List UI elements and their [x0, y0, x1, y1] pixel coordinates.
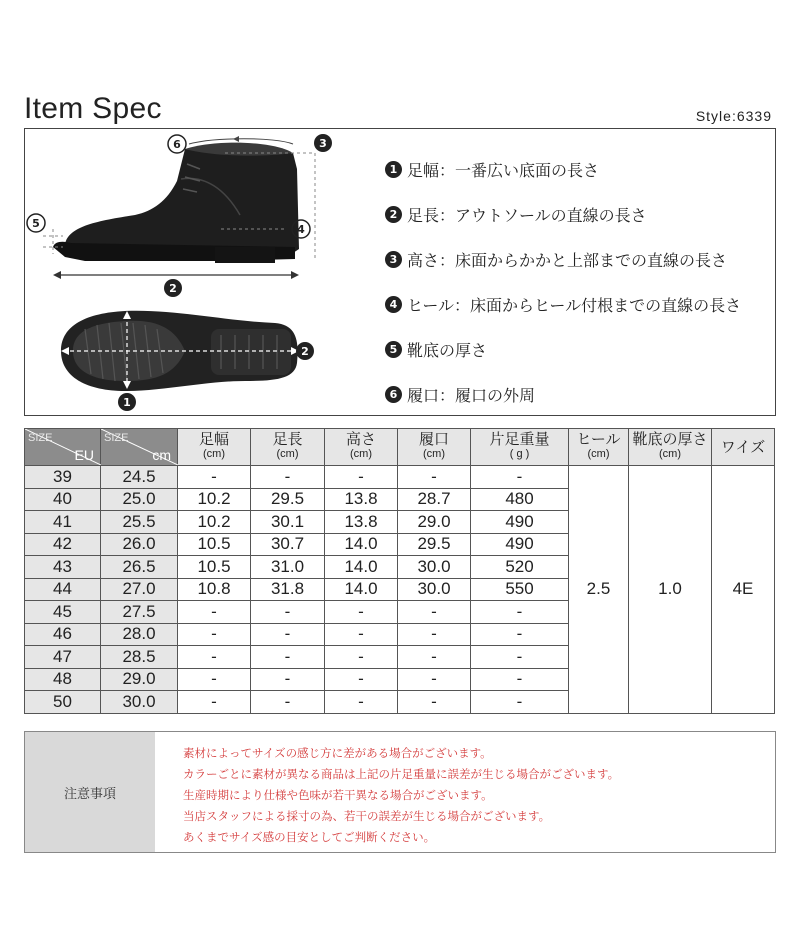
measurement-cell: 29.5 [251, 488, 325, 511]
legend-item [385, 192, 741, 237]
measurement-cell: - [251, 668, 325, 691]
marker-3: 3 [319, 137, 327, 150]
size-label: SIZE [104, 432, 129, 444]
measurement-cell: - [471, 601, 569, 624]
measurement-cell: 13.8 [325, 511, 398, 534]
measurement-cell: 10.2 [178, 488, 251, 511]
measurement-cell: 490 [471, 533, 569, 556]
eu-size-cell: 46 [25, 623, 101, 646]
legend-item [385, 147, 741, 192]
measurement-cell: 29.0 [398, 511, 471, 534]
marker-2-sole: 2 [301, 345, 309, 358]
measurement-cell: - [251, 466, 325, 489]
measurement-cell: - [325, 646, 398, 669]
measurement-cell: 10.8 [178, 578, 251, 601]
measurement-cell: - [471, 668, 569, 691]
measurement-cell: 13.8 [325, 488, 398, 511]
measurement-cell: - [178, 623, 251, 646]
table-row [25, 466, 775, 489]
measurement-cell: 10.5 [178, 533, 251, 556]
measurement-cell: - [471, 646, 569, 669]
marker-2-side: 2 [169, 282, 177, 295]
col-header-wise: ワイズ [712, 429, 775, 466]
legend-number: 4 [385, 296, 402, 313]
measurement-cell: 14.0 [325, 578, 398, 601]
col-header-width: 足幅 (cm) [178, 429, 251, 466]
measurement-cell: - [178, 691, 251, 714]
legend-text: ヒール：床面からヒール付根までの直線の長さ [407, 296, 742, 315]
measurement-cell: 30.7 [251, 533, 325, 556]
measurement-cell: - [398, 646, 471, 669]
legend-text: 履口：履口の外周 [407, 386, 536, 405]
measurement-cell: 550 [471, 578, 569, 601]
cm-label: cm [152, 447, 171, 463]
legend-text: 足長：アウトソールの直線の長さ [407, 206, 647, 225]
measurement-cell: - [178, 668, 251, 691]
style-number: Style:6339 [695, 108, 772, 124]
cm-size-cell: 27.5 [101, 601, 178, 624]
measurement-cell: 10.5 [178, 556, 251, 579]
measurement-cell: - [178, 466, 251, 489]
cm-size-cell: 27.0 [101, 578, 178, 601]
measurement-cell: - [325, 691, 398, 714]
cm-size-cell: 30.0 [101, 691, 178, 714]
measurement-cell: - [398, 691, 471, 714]
legend-number: 6 [385, 386, 402, 403]
spec-diagram-box [24, 128, 776, 416]
measurement-legend [385, 147, 741, 417]
eu-size-cell: 48 [25, 668, 101, 691]
note-line: 素材によってサイズの感じ方に差がある場合がございます。 [183, 746, 492, 760]
legend-item [385, 282, 741, 327]
measurement-cell: - [251, 646, 325, 669]
note-line: あくまでサイズ感の目安としてご判断ください。 [183, 830, 436, 844]
measurement-cell: 31.8 [251, 578, 325, 601]
col-header-weight: 片足重量 ( g ) [471, 429, 569, 466]
measurement-cell: 29.5 [398, 533, 471, 556]
legend-text: 足幅：一番広い底面の長さ [407, 161, 600, 180]
size-eu-header [25, 429, 101, 466]
cm-size-cell: 26.0 [101, 533, 178, 556]
measurement-cell: - [398, 623, 471, 646]
cm-size-cell: 25.0 [101, 488, 178, 511]
measurement-cell: - [251, 623, 325, 646]
legend-number: 3 [385, 251, 402, 268]
eu-size-cell: 47 [25, 646, 101, 669]
measurement-cell: - [178, 601, 251, 624]
eu-size-cell: 39 [25, 466, 101, 489]
measurement-cell: 31.0 [251, 556, 325, 579]
heel-cell: 2.5 [569, 466, 629, 714]
legend-number: 5 [385, 341, 402, 358]
page-title: Item Spec [24, 92, 162, 125]
eu-size-cell: 42 [25, 533, 101, 556]
size-table [24, 428, 775, 714]
legend-item [385, 327, 741, 372]
note-line: 生産時期により仕様や色味が若干異なる場合がございます。 [183, 788, 493, 802]
boot-side-view [53, 143, 299, 263]
measurement-cell: 480 [471, 488, 569, 511]
legend-text: 靴底の厚さ [407, 341, 488, 360]
eu-size-cell: 40 [25, 488, 101, 511]
eu-size-cell: 44 [25, 578, 101, 601]
measurement-cell: - [251, 601, 325, 624]
legend-number: 1 [385, 161, 402, 178]
measurement-cell: - [325, 668, 398, 691]
note-line: カラーごとに素材が異なる商品は上記の片足重量に誤差が生じる場合がございます。 [183, 767, 620, 781]
measurement-cell: - [251, 691, 325, 714]
col-header-sole: 靴底の厚さ (cm) [629, 429, 712, 466]
table-header-row [25, 429, 775, 466]
eu-size-cell: 50 [25, 691, 101, 714]
measurement-cell: - [471, 466, 569, 489]
measurement-cell: 28.7 [398, 488, 471, 511]
wise-cell: 4E [712, 466, 775, 714]
size-label: SIZE [28, 432, 53, 444]
eu-size-cell: 41 [25, 511, 101, 534]
measurement-cell: - [471, 623, 569, 646]
col-header-heel: ヒール (cm) [569, 429, 629, 466]
measurement-cell: - [471, 691, 569, 714]
cm-size-cell: 28.5 [101, 646, 178, 669]
cm-size-cell: 28.0 [101, 623, 178, 646]
col-header-opening: 履口 (cm) [398, 429, 471, 466]
measurement-cell: - [178, 646, 251, 669]
legend-item [385, 237, 741, 282]
cm-size-cell: 25.5 [101, 511, 178, 534]
marker-4: 4 [297, 223, 305, 236]
col-header-length: 足長 (cm) [251, 429, 325, 466]
measurement-cell: 30.0 [398, 556, 471, 579]
size-cm-header [101, 429, 178, 466]
legend-number: 2 [385, 206, 402, 223]
eu-size-cell: 43 [25, 556, 101, 579]
sole-thickness-cell: 1.0 [629, 466, 712, 714]
marker-6: 6 [173, 138, 181, 151]
notes-label: 注意事項 [25, 732, 155, 852]
marker-1: 1 [123, 396, 131, 409]
measurement-cell: - [325, 601, 398, 624]
measurement-cell: 520 [471, 556, 569, 579]
measurement-cell: - [325, 623, 398, 646]
cm-size-cell: 29.0 [101, 668, 178, 691]
col-header-height: 高さ (cm) [325, 429, 398, 466]
measurement-cell: 30.1 [251, 511, 325, 534]
notes-box [24, 731, 776, 853]
eu-label: EU [74, 447, 94, 463]
marker-5: 5 [32, 217, 40, 230]
measurement-cell: 14.0 [325, 556, 398, 579]
measurement-cell: - [325, 466, 398, 489]
measurement-cell: 490 [471, 511, 569, 534]
notes-body [155, 732, 619, 852]
eu-size-cell: 45 [25, 601, 101, 624]
legend-item [385, 372, 741, 417]
legend-text: 高さ：床面からかかと上部までの直線の長さ [407, 251, 728, 270]
measurement-cell: 30.0 [398, 578, 471, 601]
measurement-cell: - [398, 601, 471, 624]
measurement-cell: - [398, 668, 471, 691]
measurement-cell: 10.2 [178, 511, 251, 534]
measurement-cell: 14.0 [325, 533, 398, 556]
note-line: 当店スタッフによる採寸の為、若干の誤差が生じる場合がございます。 [183, 809, 551, 823]
cm-size-cell: 26.5 [101, 556, 178, 579]
measurement-cell: - [398, 466, 471, 489]
cm-size-cell: 24.5 [101, 466, 178, 489]
shoe-illustration [25, 129, 365, 417]
